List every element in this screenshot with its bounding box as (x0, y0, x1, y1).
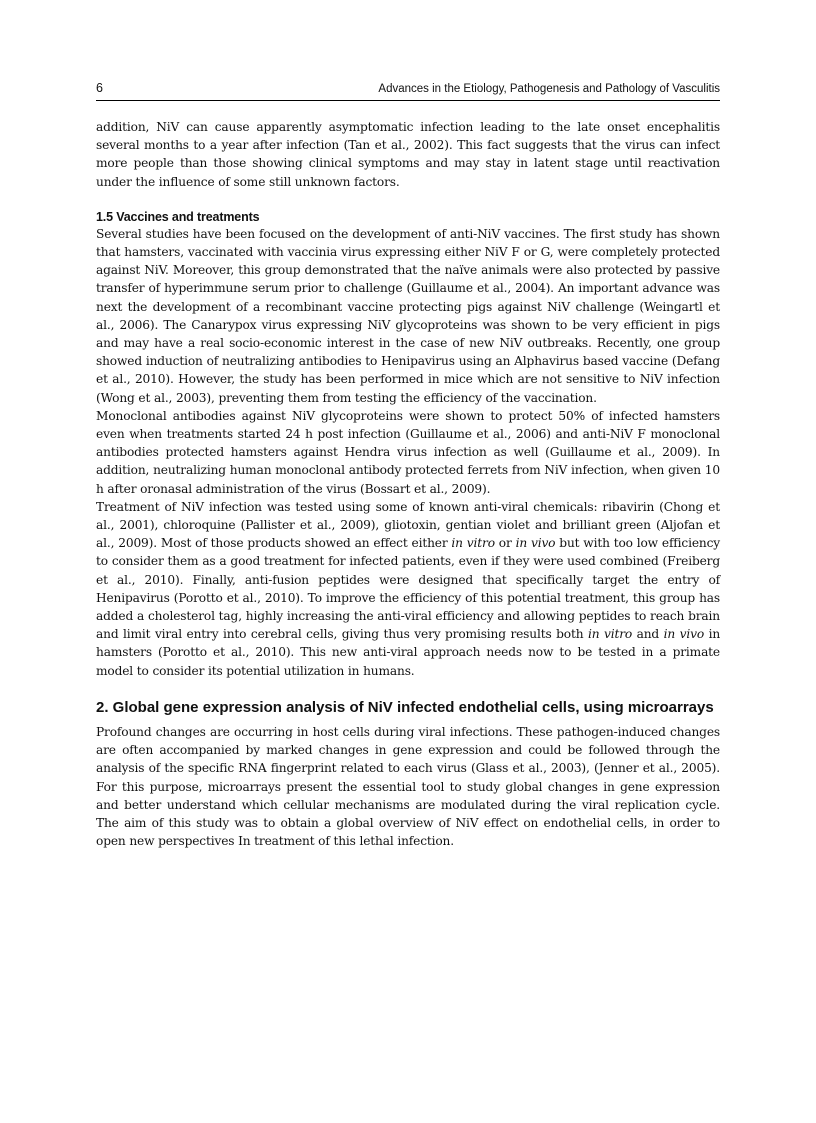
running-title: Advances in the Etiology, Pathogenesis and Pathology of Vasculitis (378, 83, 720, 95)
body-text (96, 118, 720, 850)
section-heading-2: 2. Global gene expression analysis of NiV infected endothelial cells, using microarrays (96, 698, 714, 716)
treatment-text-c: in hamsters (Porotto et al., 2010). This new anti-viral approach needs now to be tested in a primate model to consider its potential utilization in humans. (96, 627, 721, 678)
section2-paragraph: Profound changes are occurring in host cells during viral infections. These pathogen-induced changes are often accompanied by marked changes in gene expression and could be followed through the analysis of the specific RNA fingerprint related to each virus (Glass et al., 2003), (Jenner et al., 2005). For this purpose, microarrays present the essential tool to study global changes in gene expression and better understand which cellular mechanisms are modulated during the viral replication cycle. The aim of this study was to obtain a global overview of NiV effect on endothelial cells, in order to open new perspectives In treatment of this lethal infection. (96, 724, 720, 849)
intro-paragraph: addition, NiV can cause apparently asymptomatic infection leading to the late onset encephalitis several months to a year after infection (Tan et al., 2002). This fact suggests that the virus can infect more people than those showing clinical symptoms and may stay in latent stage until reactivation under the influence of some still unknown factors. (96, 120, 720, 189)
antibodies-paragraph: Monoclonal antibodies against NiV glycoproteins were shown to protect 50% of infected hamsters even when treatments started 24 h post infection (Guillaume et al., 2006) and anti-NiV F monoclonal antibodies protected hamsters against Hendra virus infection as well (Guillaume et al., 2009). In addition, neutralizing human monoclonal antibody protected ferrets from NiV infection, when given 10 h after oronasal administration of the virus (Bossart et al., 2009). (96, 408, 720, 496)
treatment-and: and (632, 627, 664, 642)
running-header (96, 80, 720, 101)
vaccines-paragraph: Several studies have been focused on the development of anti-NiV vaccines. The first study has shown that hamsters, vaccinated with vaccinia virus expressing either NiV F or G, were completely protected against NiV. Moreover, this group demonstrated that the naïve animals were also protected by passive transfer of hyperimmune serum prior to challenge (Guillaume et al., 2004). An important advance was next the development of a recombinant vaccine protecting pigs against NiV challenge (Weingartl et al., 2006). The Canarypox virus expressing NiV glycoproteins was shown to be very efficient in pigs and may have a real socio-economic interest in the case of new NiV outbreaks. Recently, one group showed induction of neutralizing antibodies to Henipavirus using an Alphavirus based vaccine (Defang et al., 2010). However, the study has been performed in mice which are not sensitive to NiV infection (Wong et al., 2003), preventing them from testing the efficiency of the vaccination. (96, 226, 720, 405)
treatment-or: or (494, 536, 516, 551)
treatment-text-a: Treatment of NiV infection was tested using some of known anti-viral chemicals: ribavirin (Chong et al., 2001), chloroquine (Pallister et al., 2009), gliotoxin, gentian violet and brilliant green (Aljofan et al., 2009). Most of those products showed an effect either (96, 499, 720, 551)
in-vitro-term: in vitro (587, 627, 633, 642)
treatment-text-b: but with too low efficiency to consider them as a good treatment for infected patients, even if they were used combined (Freiberg et al., 2010). Finally, anti-fusion peptides were designed that specifically target the entry of Henipavirus (Porotto et al., 2010). To improve the efficiency of this potential treatment, this group has added a cholesterol tag, highly increasing the anti-viral efficiency and allowing peptides to reach brain and limit viral entry into cerebral cells, giving thus very promising results both (96, 536, 721, 642)
in-vitro-term: in vitro (451, 536, 495, 551)
treatment-paragraph (96, 498, 720, 680)
subsection-heading-vaccines: 1.5 Vaccines and treatments (96, 209, 260, 224)
page-number: 6 (96, 81, 103, 95)
in-vivo-term: in vivo (515, 536, 556, 551)
in-vivo-term: in vivo (663, 627, 705, 642)
